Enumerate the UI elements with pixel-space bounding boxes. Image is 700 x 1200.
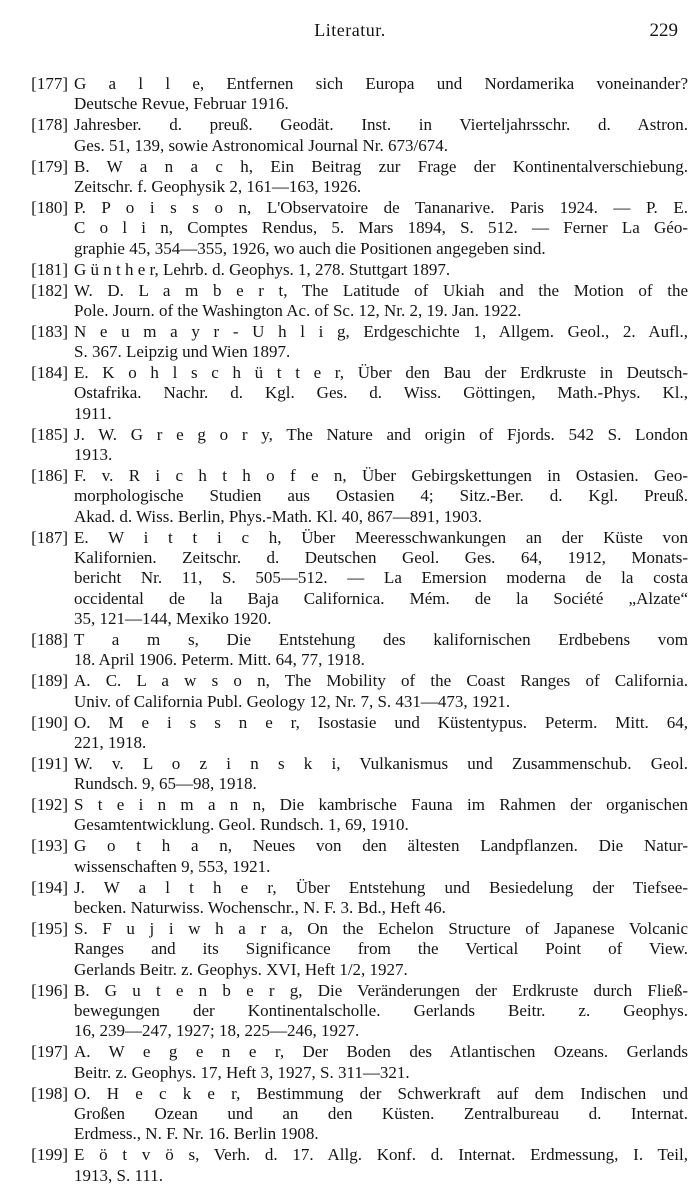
reference-text	[74, 115, 688, 156]
reference-line: O. M e i s s n e r, Isostasie und Küstentypus. Peterm. Mitt. 64,	[74, 712, 688, 732]
reference-number: [199]	[31, 1145, 68, 1165]
reference-text	[74, 528, 688, 629]
reference-entry	[14, 260, 688, 280]
reference-text	[74, 198, 688, 259]
reference-line: G a l l e, Entfernen sich Europa und Nordamerika voneinander?	[74, 74, 688, 93]
reference-number: [195]	[31, 919, 68, 939]
reference-list	[14, 74, 688, 1186]
reference-entry	[14, 878, 688, 919]
reference-entry	[14, 322, 688, 363]
reference-line: bewegungen der Kontinentalscholle. Gerlands Beitr. z. Geophys.	[74, 1001, 688, 1021]
reference-entry	[14, 836, 688, 877]
reference-number: [196]	[31, 980, 68, 1000]
reference-line: becken. Naturwiss. Wochenschr., N. F. 3. Bd., Heft 46.	[74, 898, 446, 918]
reference-entry	[14, 754, 688, 795]
reference-line: 18. April 1906. Peterm. Mitt. 64, 77, 1918.	[74, 650, 365, 670]
reference-line: 1913, S. 111.	[74, 1165, 163, 1185]
reference-entry	[14, 466, 688, 527]
reference-line: 221, 1918.	[74, 732, 147, 752]
reference-entry	[14, 981, 688, 1042]
reference-text	[74, 671, 688, 712]
reference-text	[74, 260, 688, 280]
reference-line: Erdmess., N. F. Nr. 16. Berlin 1908.	[74, 1124, 319, 1144]
reference-text	[74, 466, 688, 527]
reference-entry	[14, 115, 688, 156]
reference-line: 16, 239—247, 1927; 18, 225—246, 1927.	[74, 1021, 360, 1041]
reference-text	[74, 630, 688, 671]
reference-entry	[14, 1145, 688, 1186]
reference-line: wissenschaften 9, 553, 1921.	[74, 856, 271, 876]
reference-entry	[14, 1084, 688, 1145]
reference-text	[74, 363, 688, 424]
reference-number: [197]	[31, 1042, 68, 1062]
reference-line: Kalifornien. Zeitschr. d. Deutschen Geol. Ges. 64, 1912, Monats-	[74, 548, 688, 568]
reference-line: morphologische Studien aus Ostasien 4; Sitz.-Ber. d. Kgl. Preuß.	[74, 486, 688, 506]
reference-line: Zeitschr. f. Geophysik 2, 161—163, 1926.	[74, 176, 362, 196]
reference-number: [187]	[31, 527, 68, 547]
reference-line: O. H e c k e r, Bestimmung der Schwerkraft auf dem Indischen und	[74, 1083, 688, 1103]
reference-text	[74, 836, 688, 877]
reference-text	[74, 322, 688, 363]
reference-number: [189]	[31, 671, 68, 691]
reference-text	[74, 795, 688, 836]
reference-number: [191]	[31, 753, 68, 773]
reference-line: S. F u j i w h a r a, On the Echelon Structure of Japanese Volcanic	[74, 919, 688, 939]
reference-line: J. W a l t h e r, Über Entstehung und Besiedelung der Tiefsee-	[74, 877, 688, 897]
reference-line: S. 367. Leipzig und Wien 1897.	[74, 342, 291, 362]
reference-entry	[14, 795, 688, 836]
reference-entry	[14, 713, 688, 754]
reference-line: G o t h a n, Neues von den ältesten Landpflanzen. Die Natur-	[74, 836, 688, 856]
reference-number: [177]	[31, 74, 68, 93]
reference-text	[74, 878, 688, 919]
reference-line: S t e i n m a n n, Die kambrische Fauna im Rahmen der organischen	[74, 795, 688, 815]
reference-number: [180]	[31, 197, 68, 217]
reference-line: G ü n t h e r, Lehrb. d. Geophys. 1, 278. Stuttgart 1897.	[74, 259, 451, 279]
reference-line: Pole. Journ. of the Washington Ac. of Sc. 12, Nr. 2, 19. Jan. 1922.	[74, 300, 522, 320]
reference-number: [194]	[31, 877, 68, 897]
reference-line: T a m s, Die Entstehung des kalifornischen Erdbebens vom	[74, 629, 688, 649]
reference-line: N e u m a y r - U h l i g, Erdgeschichte 1, Allgem. Geol., 2. Aufl.,	[74, 321, 688, 341]
reference-line: A. W e g e n e r, Der Boden des Atlantischen Ozeans. Gerlands	[74, 1042, 688, 1062]
reference-line: Beitr. z. Geophys. 17, Heft 3, 1927, S. 311—321.	[74, 1062, 410, 1082]
reference-line: E. K o h l s c h ü t t e r, Über den Bau der Erdkruste in Deutsch-	[74, 363, 688, 383]
reference-line: 1911.	[74, 403, 112, 423]
reference-line: Jahresber. d. preuß. Geodät. Inst. in Vierteljahrsschr. d. Astron.	[74, 115, 688, 135]
reference-line: 35, 121—144, Mexiko 1920.	[74, 608, 272, 628]
reference-entry	[14, 198, 688, 259]
reference-line: 1913.	[74, 445, 113, 465]
reference-number: [190]	[31, 712, 68, 732]
reference-entry	[14, 630, 688, 671]
reference-entry	[14, 157, 688, 198]
reference-text	[74, 281, 688, 322]
reference-number: [182]	[31, 280, 68, 300]
reference-line: Gesamtentwicklung. Geol. Rundsch. 1, 69, 1910.	[74, 815, 409, 835]
reference-line: J. W. G r e g o r y, The Nature and origin of Fjords. 542 S. London	[74, 424, 688, 444]
reference-text	[74, 754, 688, 795]
reference-number: [193]	[31, 836, 68, 856]
reference-text	[74, 425, 688, 466]
reference-entry	[14, 74, 688, 115]
reference-line: Ostafrika. Nachr. d. Kgl. Ges. d. Wiss. Göttingen, Math.-Phys. Kl.,	[74, 383, 688, 403]
reference-number: [192]	[31, 795, 68, 815]
reference-entry	[14, 671, 688, 712]
reference-entry	[14, 425, 688, 466]
reference-line: E ö t v ö s, Verh. d. 17. Allg. Konf. d. Internat. Erdmessung, I. Teil,	[74, 1145, 688, 1165]
running-title: Literatur.	[314, 20, 386, 40]
reference-number: [186]	[31, 466, 68, 486]
reference-line: W. D. L a m b e r t, The Latitude of Ukiah and the Motion of the	[74, 280, 688, 300]
running-header	[0, 20, 700, 48]
reference-line: F. v. R i c h t h o f e n, Über Gebirgskettungen in Ostasien. Geo-	[74, 466, 688, 486]
reference-line: P. P o i s s o n, L'Observatoire de Tananarive. Paris 1924. — P. E.	[74, 197, 688, 217]
reference-line: Großen Ozean und an den Küsten. Zentralbureau d. Internat.	[74, 1103, 688, 1123]
reference-text	[74, 1145, 688, 1186]
reference-number: [183]	[31, 321, 68, 341]
reference-number: [185]	[31, 424, 68, 444]
reference-text	[74, 1042, 688, 1083]
reference-entry	[14, 363, 688, 424]
reference-text	[74, 1084, 688, 1145]
reference-line: Ranges and its Significance from the Vertical Point of View.	[74, 939, 688, 959]
page-number: 229	[649, 20, 678, 41]
reference-line: Deutsche Revue, Februar 1916.	[74, 94, 289, 114]
reference-number: [188]	[31, 629, 68, 649]
reference-line: Ges. 51, 139, sowie Astronomical Journal Nr. 673/674.	[74, 135, 448, 155]
reference-line: Akad. d. Wiss. Berlin, Phys.-Math. Kl. 40, 867—891, 1903.	[74, 506, 482, 526]
reference-line: W. v. L o z i n s k i, Vulkanismus und Zusammenschub. Geol.	[74, 753, 688, 773]
reference-entry	[14, 528, 688, 629]
reference-text	[74, 919, 688, 980]
reference-line: Rundsch. 9, 65—98, 1918.	[74, 774, 257, 794]
reference-line: Univ. of California Publ. Geology 12, Nr. 7, S. 431—473, 1921.	[74, 691, 511, 711]
reference-line: A. C. L a w s o n, The Mobility of the Coast Ranges of California.	[74, 671, 688, 691]
reference-number: [198]	[31, 1083, 68, 1103]
reference-text	[74, 981, 688, 1042]
reference-line: occidental de la Baja Californica. Mém. de la Société „Alzate“	[74, 588, 688, 608]
reference-line: B. W a n a c h, Ein Beitrag zur Frage der Kontinentalverschiebung.	[74, 156, 688, 176]
reference-line: graphie 45, 354—355, 1926, wo auch die Positionen angegeben sind.	[74, 238, 546, 258]
reference-line: bericht Nr. 11, S. 505—512. — La Emersion moderna de la costa	[74, 568, 688, 588]
reference-text	[74, 74, 688, 115]
reference-number: [178]	[31, 115, 68, 135]
reference-line: E. W i t t i c h, Über Meeresschwankungen an der Küste von	[74, 527, 688, 547]
reference-text	[74, 713, 688, 754]
reference-number: [184]	[31, 363, 68, 383]
reference-entry	[14, 1042, 688, 1083]
reference-line: B. G u t e n b e r g, Die Veränderungen der Erdkruste durch Fließ-	[74, 980, 688, 1000]
reference-text	[74, 157, 688, 198]
reference-line: Gerlands Beitr. z. Geophys. XVI, Heft 1/2, 1927.	[74, 959, 408, 979]
reference-entry	[14, 919, 688, 980]
reference-line: C o l i n, Comptes Rendus, 5. Mars 1894, S. 512. — Ferner La Géo-	[74, 218, 688, 238]
reference-number: [181]	[31, 259, 68, 279]
reference-number: [179]	[31, 156, 68, 176]
reference-entry	[14, 281, 688, 322]
